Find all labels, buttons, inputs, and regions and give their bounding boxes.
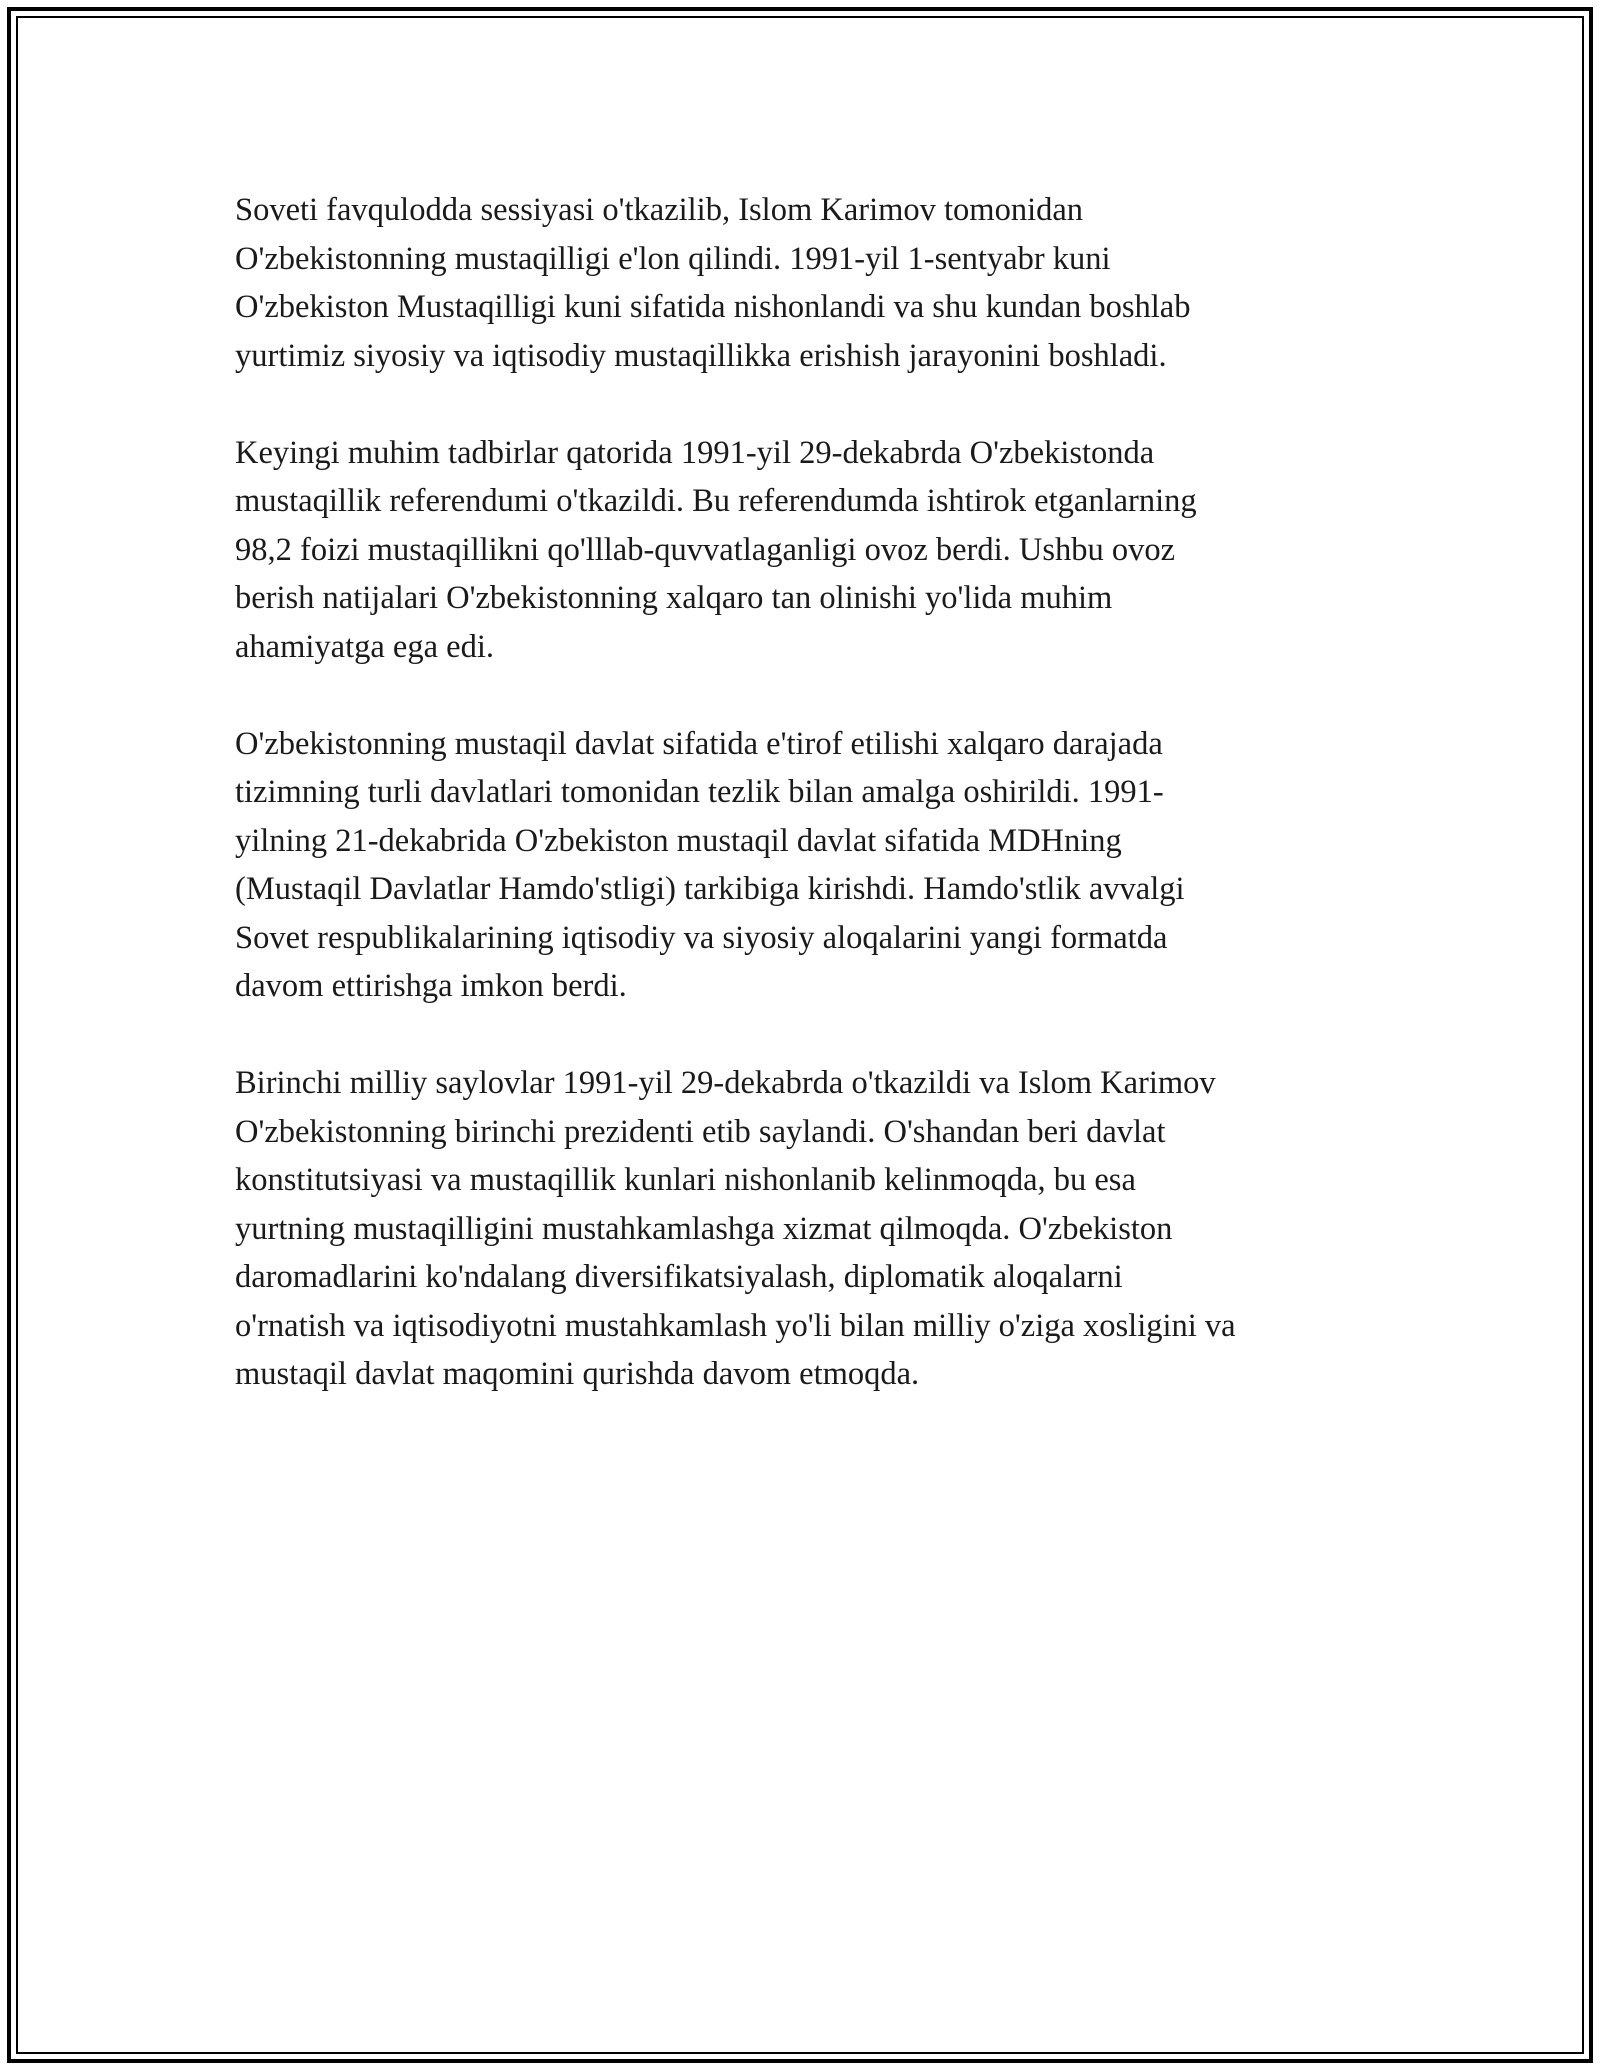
- text-line: O'zbekiston Mustaqilligi kuni sifatida nishonlandi va shu kundan boshlab: [235, 289, 1191, 325]
- paragraph-independence-declaration: [235, 186, 1395, 380]
- text-line: tizimning turli davlatlari tomonidan tezlik bilan amalga oshirildi. 1991-: [235, 774, 1164, 810]
- text-line: Soveti favqulodda sessiyasi o'tkazilib, Islom Karimov tomonidan: [235, 192, 1084, 228]
- text-line: davom ettirishga imkon berdi.: [235, 968, 627, 1004]
- paragraph-first-elections: [235, 1059, 1395, 1399]
- document-body: [235, 186, 1395, 1447]
- text-line: (Mustaqil Davlatlar Hamdo'stligi) tarkibiga kirishdi. Hamdo'stlik avvalgi: [235, 871, 1185, 907]
- text-line: yurtimiz siyosiy va iqtisodiy mustaqillikka erishish jarayonini boshladi.: [235, 337, 1167, 374]
- text-line: Keyingi muhim tadbirlar qatorida 1991-yil 29-dekabrda O'zbekistonda: [235, 434, 1155, 471]
- text-line: mustaqillik referendumi o'tkazildi. Bu referendumda ishtirok etganlarning: [235, 483, 1197, 519]
- text-line: mustaqil davlat maqomini qurishda davom etmoqda.: [235, 1356, 920, 1392]
- paragraph-international-recognition: [235, 720, 1395, 1011]
- text-line: berish natijalari O'zbekistonning xalqaro tan olinishi yo'lida muhim: [235, 580, 1113, 616]
- text-line: O'zbekistonning mustaqil davlat sifatida e'tirof etilishi xalqaro darajada: [235, 725, 1163, 762]
- text-line: O'zbekistonning mustaqilligi e'lon qilindi. 1991-yil 1-sentyabr kuni: [235, 240, 1111, 277]
- text-line: 98,2 foizi mustaqillikni qo'lllab-quvvatlaganligi ovoz berdi. Ushbu ovoz: [235, 531, 1176, 568]
- text-line: O'zbekistonning birinchi prezidenti etib saylandi. O'shandan beri davlat: [235, 1113, 1166, 1150]
- text-line: daromadlarini ko'ndalang diversifikatsiyalash, diplomatik aloqalarni: [235, 1259, 1123, 1295]
- text-line: konstitutsiyasi va mustaqillik kunlari nishonlanib kelinmoqda, bu esa: [235, 1162, 1136, 1198]
- text-line: o'rnatish va iqtisodiyotni mustahkamlash yo'li bilan milliy o'ziga xosligini va: [235, 1307, 1236, 1344]
- text-line: ahamiyatga ega edi.: [235, 628, 494, 665]
- text-line: Sovet respublikalarining iqtisodiy va siyosiy aloqalarini yangi formatda: [235, 919, 1168, 956]
- text-line: Birinchi milliy saylovlar 1991-yil 29-dekabrda o'tkazildi va Islom Karimov: [235, 1065, 1216, 1101]
- paragraph-referendum: [235, 429, 1395, 672]
- text-line: yilning 21-dekabrida O'zbekiston mustaqil davlat sifatida MDHning: [235, 822, 1122, 859]
- text-line: yurtning mustaqilligini mustahkamlashga xizmat qilmoqda. O'zbekiston: [235, 1210, 1173, 1247]
